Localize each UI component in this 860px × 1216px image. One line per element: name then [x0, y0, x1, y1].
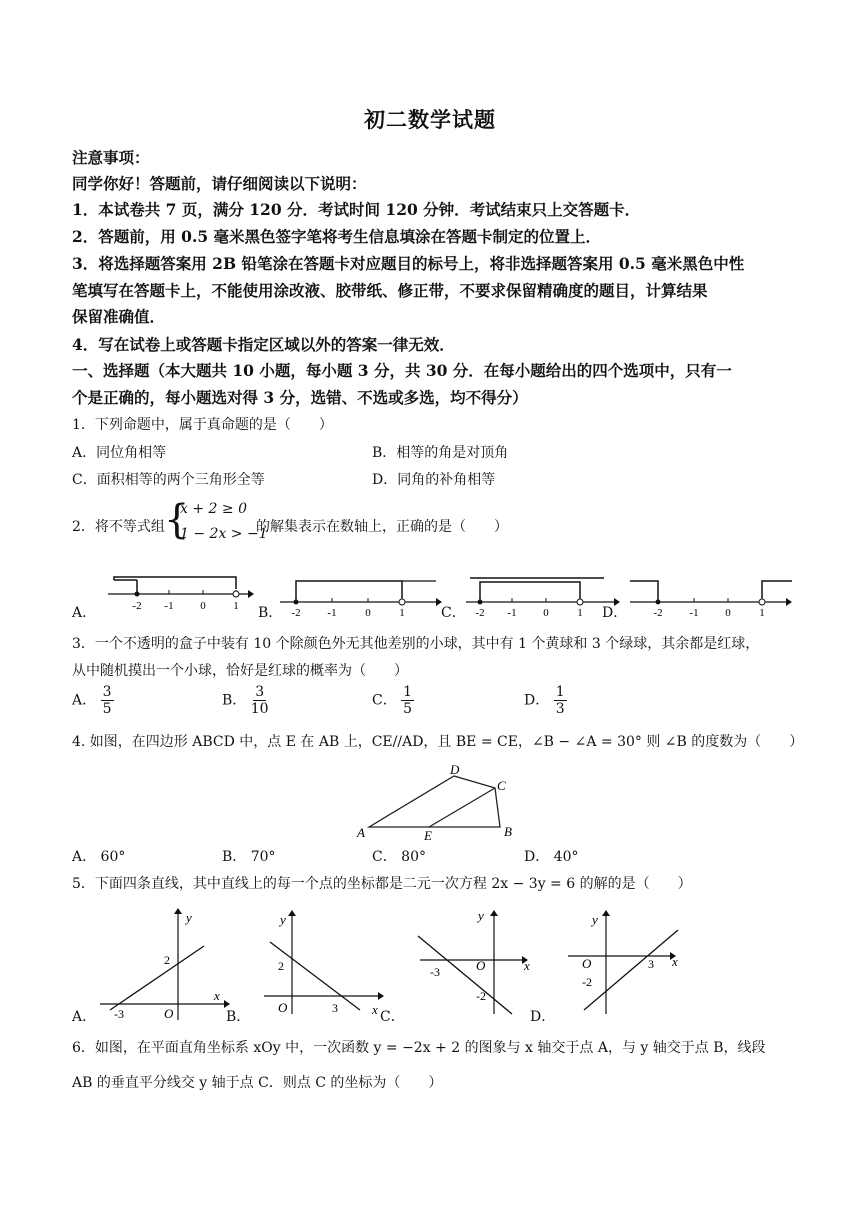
tick-label: 0 [543, 607, 549, 618]
tick-label: -1 [164, 600, 174, 612]
q3-option-d [524, 684, 567, 717]
q3-stem-cont: 从中随机摸出一个小球，恰好是红球的概率为（ ） [72, 663, 408, 679]
q2-suffix: 的解集表示在数轴上，正确的是（ ） [256, 519, 508, 535]
point-label: C [497, 778, 506, 793]
fraction: $\frac{1}{3}$ [555, 684, 565, 717]
q1-option-c: C．面积相等的两个三角形全等 [72, 472, 265, 488]
tick-label: -2 [132, 600, 142, 612]
tick-label: -1 [507, 607, 517, 618]
q5-label-a: A． [72, 1009, 97, 1025]
tick-label: -2 [475, 607, 485, 618]
q1-option-d: D．同角的补角相等 [372, 472, 496, 488]
number-line-d [626, 572, 796, 618]
q6-stem: 6．如图，在平面直角坐标系 xOy 中，一次函数 y = −2x + 2 的图象与 x 轴交于点 A，与 y 轴交于点 B，线段 [72, 1040, 766, 1056]
fraction: $\frac{3}{5}$ [102, 684, 112, 717]
axis-x-label: x [672, 954, 678, 969]
q5-label-d: D． [530, 1009, 556, 1025]
tick-label: 1 [577, 607, 583, 618]
q3-option-c [372, 684, 414, 717]
intercept-label: -3 [114, 1007, 124, 1021]
intercept-label: -3 [430, 965, 440, 979]
tick-label: -1 [689, 607, 699, 618]
q4-option-c: C． 80° [372, 849, 426, 865]
intercept-label: 3 [332, 1001, 338, 1015]
tick-label: 0 [365, 607, 371, 618]
q4-stem: 4. 如图，在四边形 ABCD 中，点 E 在 AB 上，CE//AD，且 BE = CE，∠B − ∠A = 30° 则 ∠B 的度数为（ ） [72, 734, 804, 750]
q4-option-d: D． 40° [524, 849, 579, 865]
graph-c [414, 906, 538, 1018]
intercept-label: -2 [582, 975, 592, 989]
axis-x-label: x [524, 958, 530, 973]
notice-item-3-cont: 笔填写在答题卡上，不能使用涂改液、胶带纸、修正带，不要求保留精确度的题目，计算结果 [72, 281, 708, 300]
notice-item-4: 4．写在试卷上或答题卡指定区域以外的答案一律无效． [72, 335, 455, 354]
section1-heading: 一、选择题（本大题共 10 小题，每小题 3 分，共 30 分．在每小题给出的四个选项中，只有一 [72, 361, 732, 380]
q3-option-a [72, 684, 114, 717]
tick-label: 1 [233, 600, 239, 612]
notice-item-2: 2．答题前，用 0.5 毫米黑色签字笔将考生信息填涂在答题卡制定的位置上． [72, 227, 602, 246]
point-label: B [504, 824, 512, 839]
graph-d [566, 906, 686, 1018]
tick-label: -2 [653, 607, 663, 618]
point-label: E [424, 828, 432, 840]
fraction: $\frac{1}{5}$ [403, 684, 413, 717]
option-label: D． [524, 692, 550, 709]
origin-label: O [278, 1000, 288, 1015]
q3-option-b [222, 684, 269, 717]
point-label: A [357, 825, 365, 840]
intercept-label: 2 [278, 959, 284, 973]
axis-y-label: y [186, 910, 192, 925]
tick-label: 0 [200, 600, 206, 612]
q2-inequality-2: 1 − 2x > −1 [180, 526, 268, 542]
graph-a [94, 906, 230, 1022]
q1-option-b: B．相等的角是对顶角 [372, 445, 509, 461]
q5-label-b: B． [226, 1009, 251, 1025]
q2-label-a: A． [72, 605, 97, 621]
q6-stem-cont: AB 的垂直平分线交 y 轴于点 C．则点 C 的坐标为（ ） [72, 1075, 443, 1091]
q2-label-b: B． [258, 605, 283, 621]
number-line-c [462, 566, 622, 618]
intercept-label: -2 [476, 989, 486, 1003]
origin-label: O [476, 958, 486, 973]
q1-stem: 1．下列命题中，属于真命题的是（ ） [72, 417, 333, 433]
axis-y-label: y [478, 908, 484, 923]
option-label: B． [222, 692, 247, 709]
page-title: 初二数学试题 [364, 107, 496, 132]
fraction: $\frac{3}{10}$ [250, 684, 269, 717]
graph-b [260, 906, 384, 1018]
q2-label-c: C． [441, 605, 466, 621]
inequality-brace: { [164, 497, 190, 543]
tick-label: -1 [327, 607, 337, 618]
q2-label-d: D． [602, 605, 628, 621]
tick-label: 1 [399, 607, 405, 618]
notice-item-3: 3．将选择题答案用 2B 铅笔涂在答题卡对应题目的标号上，将非选择题答案用 0.5 毫米黑色中性 [72, 254, 745, 273]
notice-item-3-end: 保留准确值． [72, 307, 166, 326]
intercept-label: 3 [648, 957, 654, 971]
point-label: D [450, 762, 460, 777]
tick-label: 0 [725, 607, 731, 618]
axis-x-label: x [372, 1002, 378, 1017]
origin-label: O [582, 956, 592, 971]
notice-item-1: 1．本试卷共 7 页，满分 120 分．考试时间 120 分钟．考试结束只上交答题卡． [72, 200, 641, 219]
q3-stem: 3．一个不透明的盒子中装有 10 个除颜色外无其他差别的小球，其中有 1 个黄球和 3 个绿球，其余都是红球， [72, 636, 760, 652]
tick-label: 1 [759, 607, 765, 618]
q4-option-b: B． 70° [222, 849, 276, 865]
quadrilateral-figure [352, 756, 522, 840]
q5-label-c: C． [380, 1009, 405, 1025]
tick-label: -2 [291, 607, 301, 618]
notice-greeting: 同学你好！答题前，请仔细阅读以下说明： [72, 174, 367, 193]
number-line-a [104, 572, 254, 618]
axis-x-label: x [214, 988, 220, 1003]
intercept-label: 2 [164, 953, 170, 967]
q2-prefix: 2．将不等式组 [72, 519, 165, 535]
section1-heading-cont: 个是正确的，每小题选对得 3 分，选错、不选或多选，均不得分） [72, 388, 528, 407]
q2-inequality-1: x + 2 ≥ 0 [180, 501, 247, 517]
option-label: A． [72, 692, 97, 709]
number-line-b [276, 572, 442, 618]
origin-label: O [164, 1006, 174, 1021]
axis-y-label: y [280, 912, 286, 927]
q1-option-a: A．同位角相等 [72, 445, 167, 461]
option-label: C． [372, 692, 397, 709]
q5-stem: 5．下面四条直线，其中直线上的每一个点的坐标都是二元一次方程 2x − 3y = 6 的解的是（ ） [72, 876, 692, 892]
q4-option-a: A． 60° [72, 849, 126, 865]
notice-heading: 注意事项： [72, 148, 150, 167]
axis-y-label: y [592, 912, 598, 927]
